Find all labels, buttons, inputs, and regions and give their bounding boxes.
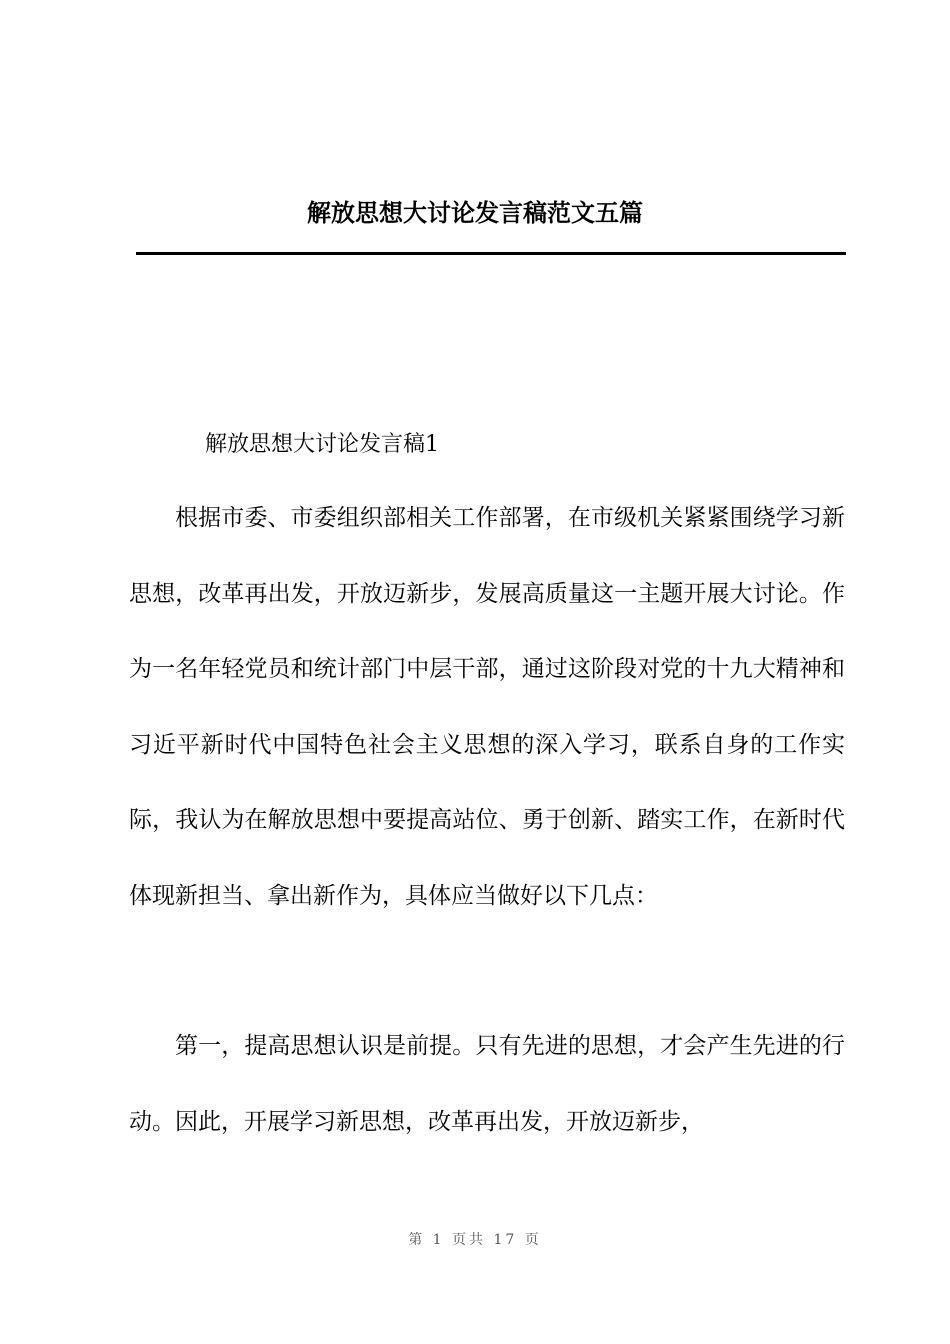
paragraph-1: 根据市委、市委组织部相关工作部署，在市级机关紧紧围绕学习新思想，改革再出发，开放迈新步，发展高质量这一主题开展大讨论。作为一名年轻党员和统计部门中层干部，通过这阶段对党的十九大精神和习近平新时代中国特色社会主义思想的深入学习，联系自身的工作实际，我认为在解放思想中要提高站位、勇于创新、踏实工作，在新时代体现新担当、拿出新作为，具体应当做好以下几点： xyxy=(129,505,845,909)
document-title: 解放思想大讨论发言稿范文五篇 xyxy=(307,199,643,227)
paragraph-2: 第一，提高思想认识是前提。只有先进的思想，才会产生先进的行动。因此，开展学习新思想，改革再出发，开放迈新步， xyxy=(129,1033,845,1135)
page-number-footer: 第 1 页共 17 页 xyxy=(408,1232,542,1248)
title-underline xyxy=(136,252,846,255)
section-heading: 解放思想大讨论发言稿1 xyxy=(205,432,439,457)
